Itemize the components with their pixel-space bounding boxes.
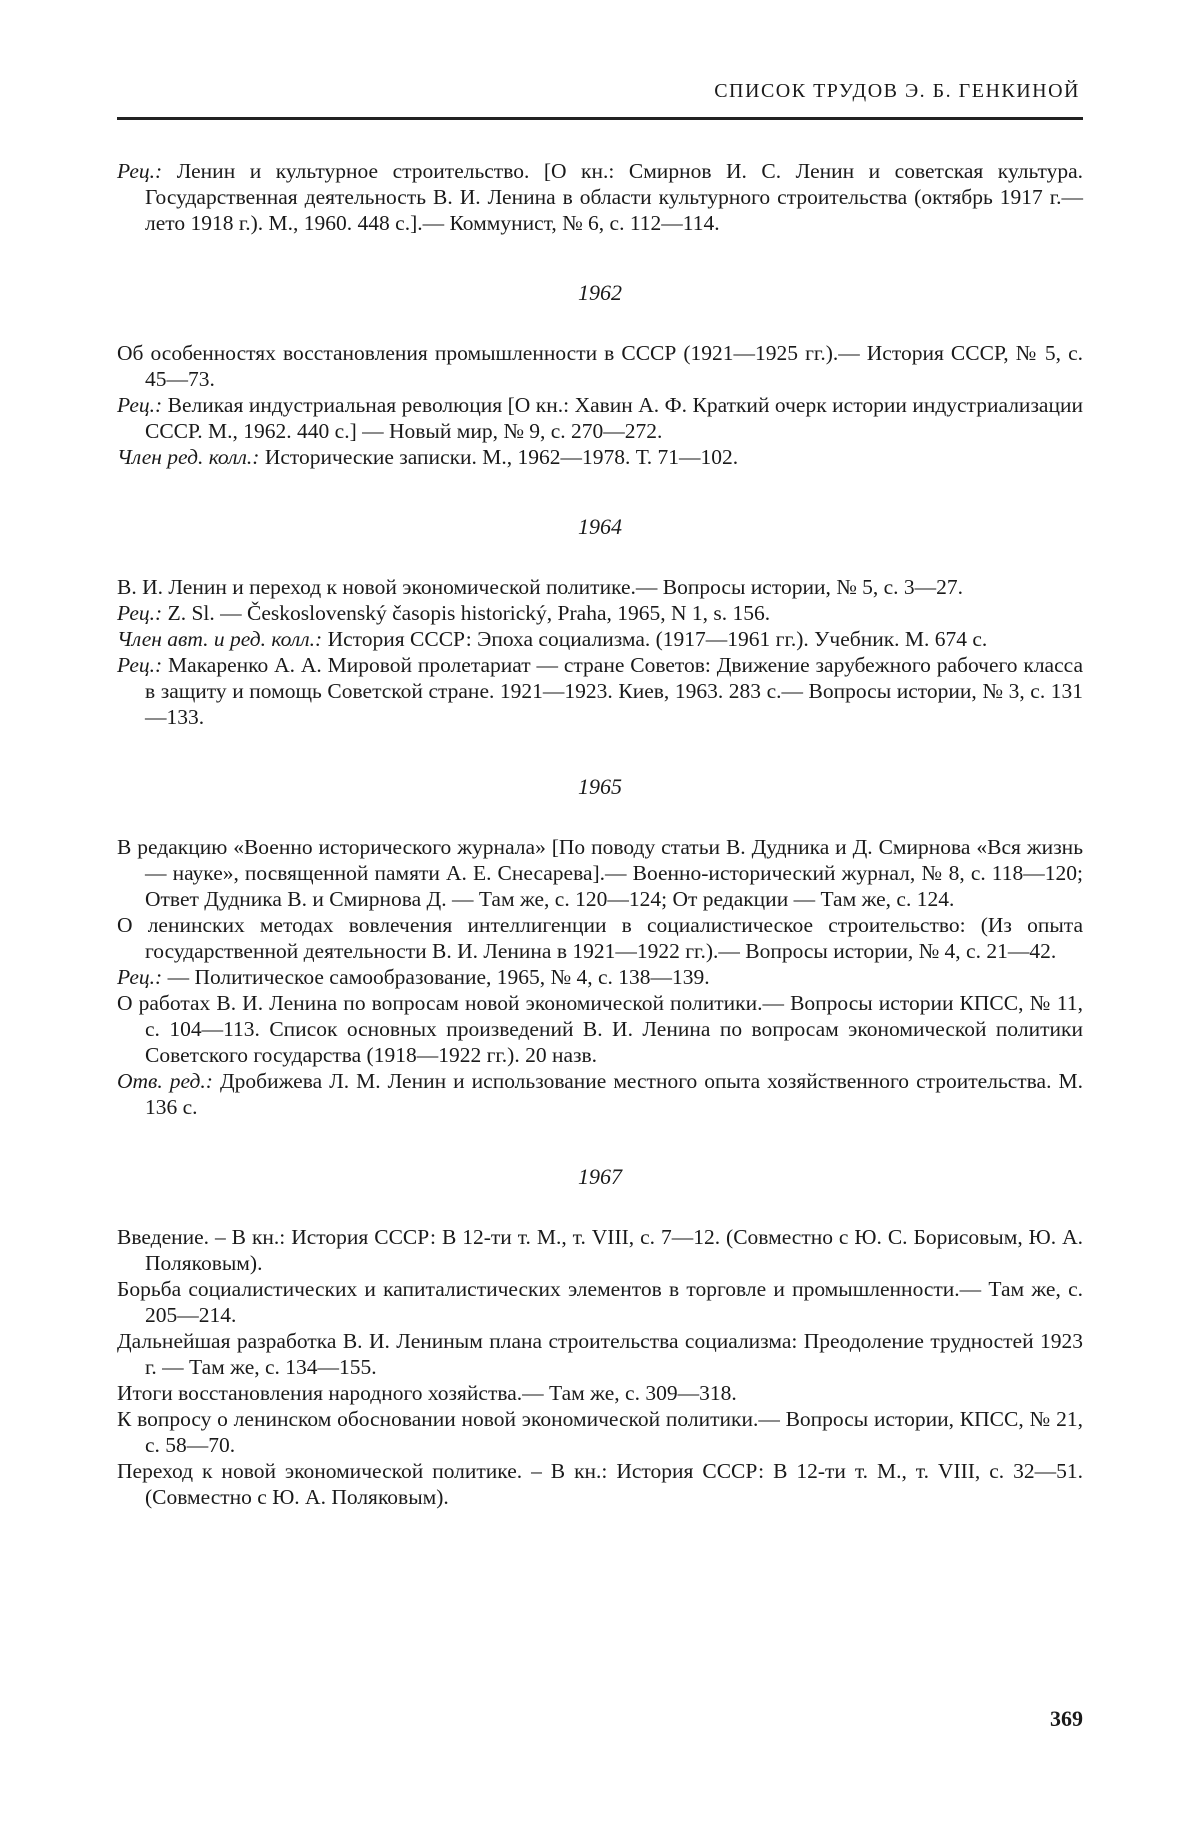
entry-role-label: Рец.:	[117, 965, 163, 989]
bibliography-entry	[117, 1406, 1083, 1458]
entry-text: К вопросу о ленинском обосновании новой экономической политики.— Вопросы истории, КПСС, № 21, с. 58—70.	[117, 1407, 1083, 1457]
entry-text: Великая индустриальная революция [О кн.: Хавин А. Ф. Краткий очерк истории индустриализации СССР. М., 1962. 440 с.] — Новый мир, № 9, с. 270—272.	[145, 393, 1083, 443]
entry-role-label: Рец.:	[117, 653, 163, 677]
entry-text: Исторические записки. М., 1962—1978. Т. 71—102.	[259, 445, 739, 469]
entry-role-label: Отв. ред.:	[117, 1069, 213, 1093]
entry-text: В редакцию «Военно исторического журнала» [По поводу статьи В. Дудника и Д. Смирнова «Вся жизнь — науке», посвященной памяти А. Е. Снесарева].— Военно-исторический журнал, № 8, с. 118—120; Ответ Дудника В. и Смирнова Д. — Там же, с. 120—124; От редакции — Там же, с. 124.	[117, 835, 1083, 911]
entry-text: Макаренко А. А. Мировой пролетариат — стране Советов: Движение зарубежного рабочего класса в защиту и помощь Советской стране. 1921—1923. Киев, 1963. 283 с.— Вопросы истории, № 3, с. 131—133.	[145, 653, 1083, 729]
bibliography-body	[117, 158, 1083, 1510]
header-rule	[117, 117, 1083, 120]
entry-text: Переход к новой экономической политике. – В кн.: История СССР: В 12-ти т. М., т. VIII, с. 32—51. (Совместно с Ю. А. Поляковым).	[117, 1459, 1083, 1509]
entry-text: — Политическое самообразование, 1965, № 4, с. 138—139.	[162, 965, 710, 989]
entry-text: История СССР: Эпоха социализма. (1917—1961 гг.). Учебник. М. 674 с.	[322, 627, 988, 651]
bibliography-entry	[117, 626, 1083, 652]
page-number: 369	[1050, 1706, 1083, 1731]
entry-text: Об особенностях восстановления промышленности в СССР (1921—1925 гг.).— История СССР, № 5, с. 45—73.	[117, 341, 1083, 391]
entry-role-label: Рец.:	[117, 159, 163, 183]
bibliography-entry	[117, 600, 1083, 626]
bibliography-entry	[117, 1276, 1083, 1328]
entry-text: Борьба социалистических и капиталистических элементов в торговле и промышленности.— Там же, с. 205—214.	[117, 1277, 1083, 1327]
entry-text: Дробижева Л. М. Ленин и использование местного опыта хозяйственного строительства. М. 136 с.	[145, 1069, 1083, 1119]
entry-role-label: Член авт. и ред. колл.:	[117, 627, 323, 651]
bibliography-entry	[117, 392, 1083, 444]
entry-text: О работах В. И. Ленина по вопросам новой экономической политики.— Вопросы истории КПСС, № 11, с. 104—113. Список основных произведений В. И. Ленина по вопросам экономической политики Советского государства (1918—1922 гг.). 20 назв.	[117, 991, 1083, 1067]
entry-text: В. И. Ленин и переход к новой экономической политике.— Вопросы истории, № 5, с. 3—27.	[117, 575, 964, 599]
year-heading: 1964	[578, 514, 622, 539]
bibliography-entry	[117, 340, 1083, 392]
year-heading: 1962	[578, 280, 622, 305]
bibliography-entry	[117, 912, 1083, 964]
entry-text: Введение. – В кн.: История СССР: В 12-ти т. М., т. VIII, с. 7—12. (Совместно с Ю. С. Борисовым, Ю. А. Поляковым).	[117, 1225, 1083, 1275]
entry-text: Итоги восстановления народного хозяйства.— Там же, с. 309—318.	[117, 1381, 737, 1405]
entry-text: О ленинских методах вовлечения интеллигенции в социалистическое строительство: (Из опыта государственной деятельности В. И. Ленина в 1921—1922 гг.).— Вопросы истории, № 4, с. 21—42.	[117, 913, 1083, 963]
entry-role-label: Рец.:	[117, 393, 163, 417]
bibliography-entry	[117, 444, 1083, 470]
year-heading: 1967	[578, 1164, 622, 1189]
bibliography-entry	[117, 1068, 1083, 1120]
entry-text: Ленин и культурное строительство. [О кн.: Смирнов И. С. Ленин и советская культура. Государственная деятельность В. И. Ленина в области культурного строительства (октябрь 1917 г.— лето 1918 г.). М., 1960. 448 с.].— Коммунист, № 6, с. 112—114.	[145, 159, 1083, 235]
bibliography-entry	[117, 834, 1083, 912]
entry-text: Дальнейшая разработка В. И. Лениным плана строительства социализма: Преодоление трудностей 1923 г. — Там же, с. 134—155.	[117, 1329, 1083, 1379]
year-heading: 1965	[578, 774, 622, 799]
entry-role-label: Член ред. колл.:	[117, 445, 260, 469]
bibliography-entry	[117, 1380, 1083, 1406]
bibliography-entry	[117, 990, 1083, 1068]
bibliography-entry	[117, 1328, 1083, 1380]
entry-text: Z. Sl. — Československý časopis historický, Praha, 1965, N 1, s. 156.	[162, 601, 771, 625]
bibliography-entry	[117, 964, 1083, 990]
bibliography-entry	[117, 574, 1083, 600]
bibliography-entry	[117, 652, 1083, 730]
bibliography-entry	[117, 1224, 1083, 1276]
running-title: СПИСОК ТРУДОВ Э. Б. ГЕНКИНОЙ	[714, 80, 1080, 102]
bibliography-entry	[117, 158, 1083, 236]
entry-role-label: Рец.:	[117, 601, 163, 625]
bibliography-entry	[117, 1458, 1083, 1510]
